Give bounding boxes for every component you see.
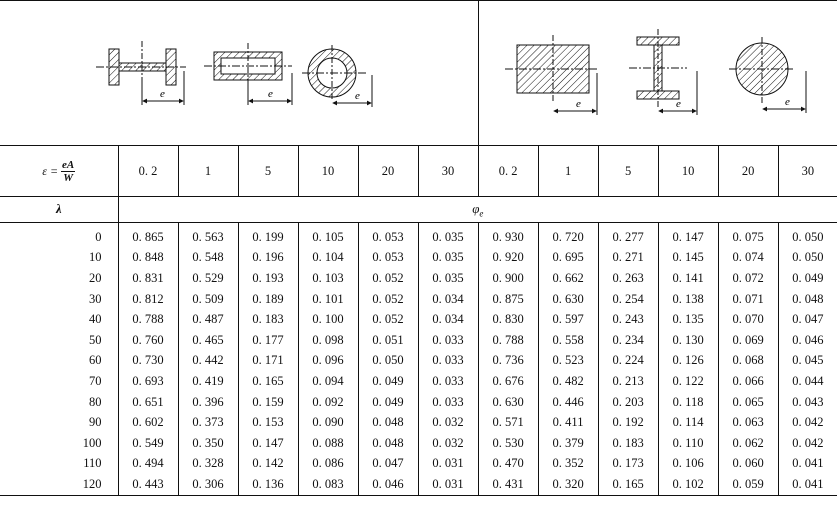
phi-value-cell: 0. 122: [658, 371, 718, 392]
tube-section-icon: [302, 45, 372, 107]
phi-value-cell: 0. 071: [718, 289, 778, 310]
phi-value-cell: 0. 630: [538, 289, 598, 310]
phi-value-cell: 0. 848: [118, 248, 178, 269]
phi-value-cell: 0. 695: [538, 248, 598, 269]
phi-value-cell: 0. 126: [658, 351, 718, 372]
phi-value-cell: 0. 110: [658, 433, 718, 454]
phi-value-cell: 0. 563: [178, 223, 238, 248]
phi-value-cell: 0. 069: [718, 330, 778, 351]
phi-value-cell: 0. 142: [238, 454, 298, 475]
svg-text:e: e: [355, 90, 360, 102]
phi-value-cell: 0. 831: [118, 268, 178, 289]
phi-value-cell: 0. 730: [118, 351, 178, 372]
phi-value-cell: 0. 053: [358, 223, 418, 248]
phi-value-cell: 0. 050: [358, 351, 418, 372]
lambda-value: 70: [89, 373, 102, 388]
epsilon-value: 20: [718, 146, 778, 197]
phi-value-cell: 0. 411: [538, 412, 598, 433]
phi-value-cell: 0. 177: [238, 330, 298, 351]
phi-value-cell: 0. 041: [778, 454, 837, 475]
phi-value-cell: 0. 092: [298, 392, 358, 413]
phi-value-cell: 0. 482: [538, 371, 598, 392]
phi-value-cell: 0. 118: [658, 392, 718, 413]
phi-value-cell: 0. 523: [538, 351, 598, 372]
phi-value-cell: 0. 075: [718, 223, 778, 248]
phi-value-cell: 0. 865: [118, 223, 178, 248]
phi-value-cell: 0. 052: [358, 309, 418, 330]
phi-value-cell: 0. 373: [178, 412, 238, 433]
phi-value-cell: 0. 094: [298, 371, 358, 392]
phi-value-cell: 0. 234: [598, 330, 658, 351]
phi-value-cell: 0. 086: [298, 454, 358, 475]
phi-value-cell: 0. 130: [658, 330, 718, 351]
phi-value-cell: 0. 059: [718, 474, 778, 495]
box-section-icon: [204, 43, 292, 105]
phi-value-cell: 0. 530: [478, 433, 538, 454]
phi-e-label: $\varphi_e$: [118, 197, 837, 223]
solid-rectangle-icon: [505, 35, 597, 115]
phi-value-cell: 0. 046: [358, 474, 418, 495]
phi-value-cell: 0. 032: [418, 412, 478, 433]
phi-value-cell: 0. 031: [418, 454, 478, 475]
phi-value-cell: 0. 549: [118, 433, 178, 454]
lambda-label: λ: [0, 197, 118, 223]
phi-value-cell: 0. 104: [298, 248, 358, 269]
phi-value-cell: 0. 063: [718, 412, 778, 433]
epsilon-header-row: [0, 146, 837, 197]
phi-value-cell: 0. 930: [478, 223, 538, 248]
phi-value-cell: 0. 048: [778, 289, 837, 310]
phi-value-cell: 0. 065: [718, 392, 778, 413]
table-row: [0, 412, 837, 433]
phi-value-cell: 0. 114: [658, 412, 718, 433]
hollow-sections-diagram: [0, 1, 477, 145]
i-section-icon: [629, 29, 697, 115]
table-body: [0, 223, 837, 496]
phi-value-cell: 0. 328: [178, 454, 238, 475]
phi-value-cell: 0. 044: [778, 371, 837, 392]
phi-value-cell: 0. 096: [298, 351, 358, 372]
phi-value-cell: 0. 066: [718, 371, 778, 392]
phi-value-cell: 0. 352: [538, 454, 598, 475]
phi-value-cell: 0. 171: [238, 351, 298, 372]
phi-value-cell: 0. 042: [778, 433, 837, 454]
phi-value-cell: 0. 049: [358, 371, 418, 392]
phi-value-cell: 0. 558: [538, 330, 598, 351]
h-section-icon: [96, 41, 186, 105]
phi-value-cell: 0. 053: [358, 248, 418, 269]
phi-value-cell: 0. 035: [418, 268, 478, 289]
table-row: [0, 289, 837, 310]
phi-value-cell: 0. 431: [478, 474, 538, 495]
phi-value-cell: 0. 046: [778, 330, 837, 351]
phi-value-cell: 0. 203: [598, 392, 658, 413]
lambda-value: 120: [0, 474, 118, 495]
section-diagrams-row: [0, 1, 837, 146]
phi-value-cell: 0. 138: [658, 289, 718, 310]
phi-value-cell: 0. 173: [598, 454, 658, 475]
phi-value-cell: 0. 090: [298, 412, 358, 433]
svg-text:e: e: [268, 88, 273, 100]
phi-value-cell: 0. 060: [718, 454, 778, 475]
phi-value-cell: 0. 153: [238, 412, 298, 433]
epsilon-value: 5: [238, 146, 298, 197]
phi-value-cell: 0. 141: [658, 268, 718, 289]
phi-value-cell: 0. 035: [418, 223, 478, 248]
phi-value-cell: 0. 045: [778, 351, 837, 372]
phi-value-cell: 0. 442: [178, 351, 238, 372]
phi-value-cell: 0. 033: [418, 392, 478, 413]
phi-value-cell: 0. 788: [118, 309, 178, 330]
epsilon-value: 1: [178, 146, 238, 197]
phi-value-cell: 0. 034: [418, 309, 478, 330]
phi-value-cell: 0. 920: [478, 248, 538, 269]
phi-value-cell: 0. 350: [178, 433, 238, 454]
phi-value-cell: 0. 446: [538, 392, 598, 413]
phi-value-cell: 0. 900: [478, 268, 538, 289]
phi-value-cell: 0. 135: [658, 309, 718, 330]
phi-value-cell: 0. 693: [118, 371, 178, 392]
phi-value-cell: 0. 050: [778, 248, 837, 269]
phi-value-cell: 0. 597: [538, 309, 598, 330]
phi-value-cell: 0. 100: [298, 309, 358, 330]
lambda-value: 20: [89, 270, 102, 285]
table-row: [0, 248, 837, 269]
phi-value-cell: 0. 306: [178, 474, 238, 495]
lambda-value: 90: [89, 415, 102, 430]
phi-value-cell: 0. 047: [778, 309, 837, 330]
phi-value-cell: 0. 196: [238, 248, 298, 269]
solid-circle-icon: [729, 37, 806, 113]
phi-value-cell: 0. 102: [658, 474, 718, 495]
table-row: [0, 454, 837, 475]
phi-value-cell: 0. 630: [478, 392, 538, 413]
phi-value-cell: 0. 098: [298, 330, 358, 351]
phi-value-cell: 0. 047: [358, 454, 418, 475]
phi-value-cell: 0. 088: [298, 433, 358, 454]
phi-value-cell: 0. 048: [358, 433, 418, 454]
phi-value-cell: 0. 396: [178, 392, 238, 413]
phi-value-cell: 0. 145: [658, 248, 718, 269]
lambda-value: 10: [89, 250, 102, 265]
phi-value-cell: 0. 192: [598, 412, 658, 433]
phi-value-cell: 0. 070: [718, 309, 778, 330]
lambda-value: 40: [89, 312, 102, 327]
phi-value-cell: 0. 529: [178, 268, 238, 289]
table-row: [0, 474, 837, 495]
phi-value-cell: 0. 263: [598, 268, 658, 289]
svg-text:e: e: [675, 98, 681, 110]
phi-value-cell: 0. 033: [418, 330, 478, 351]
phi-value-cell: 0. 243: [598, 309, 658, 330]
solid-sections-cell: [478, 1, 837, 146]
phi-value-cell: 0. 052: [358, 268, 418, 289]
phi-value-cell: 0. 049: [358, 392, 418, 413]
phi-value-cell: 0. 189: [238, 289, 298, 310]
phi-value-cell: 0. 379: [538, 433, 598, 454]
phi-value-cell: 0. 224: [598, 351, 658, 372]
epsilon-value: 1: [538, 146, 598, 197]
phi-value-cell: 0. 470: [478, 454, 538, 475]
phi-value-cell: 0. 487: [178, 309, 238, 330]
phi-value-cell: 0. 147: [658, 223, 718, 248]
phi-value-cell: 0. 183: [598, 433, 658, 454]
phi-value-cell: 0. 602: [118, 412, 178, 433]
phi-value-cell: 0. 050: [778, 223, 837, 248]
phi-value-cell: 0. 034: [418, 289, 478, 310]
epsilon-value: 30: [778, 146, 837, 197]
hollow-sections-cell: [0, 1, 478, 146]
epsilon-value: 0. 2: [118, 146, 178, 197]
lambda-value: 60: [89, 353, 102, 368]
phi-value-cell: 0. 035: [418, 248, 478, 269]
lambda-value: 80: [89, 394, 102, 409]
svg-text:e: e: [784, 96, 790, 108]
phi-value-cell: 0. 101: [298, 289, 358, 310]
phi-value-cell: 0. 106: [658, 454, 718, 475]
epsilon-value: 30: [418, 146, 478, 197]
epsilon-value: 20: [358, 146, 418, 197]
phi-value-cell: 0. 271: [598, 248, 658, 269]
phi-value-cell: 0. 043: [778, 392, 837, 413]
phi-value-cell: 0. 199: [238, 223, 298, 248]
phi-value-cell: 0. 042: [778, 412, 837, 433]
table-row: [0, 351, 837, 372]
phi-value-cell: 0. 074: [718, 248, 778, 269]
phi-value-cell: 0. 165: [238, 371, 298, 392]
table-row: [0, 392, 837, 413]
svg-text:e: e: [575, 98, 581, 110]
epsilon-value: 10: [658, 146, 718, 197]
phi-value-cell: 0. 032: [418, 433, 478, 454]
phi-value-cell: 0. 033: [418, 371, 478, 392]
lambda-value: 0: [95, 229, 102, 244]
epsilon-value: 0. 2: [478, 146, 538, 197]
phi-value-cell: 0. 571: [478, 412, 538, 433]
dimension-label-e: e: [160, 88, 165, 100]
phi-value-cell: 0. 072: [718, 268, 778, 289]
lambda-value: 50: [89, 332, 102, 347]
table-row: [0, 223, 837, 248]
phi-value-cell: 0. 760: [118, 330, 178, 351]
phi-value-cell: 0. 465: [178, 330, 238, 351]
phi-value-cell: 0. 041: [778, 474, 837, 495]
phi-value-cell: 0. 051: [358, 330, 418, 351]
phi-value-cell: 0. 136: [238, 474, 298, 495]
phi-value-cell: 0. 736: [478, 351, 538, 372]
phi-value-cell: 0. 103: [298, 268, 358, 289]
phi-value-cell: 0. 720: [538, 223, 598, 248]
phi-value-cell: 0. 105: [298, 223, 358, 248]
epsilon-value: 5: [598, 146, 658, 197]
phi-value-cell: 0. 676: [478, 371, 538, 392]
table-row: [0, 268, 837, 289]
phi-value-cell: 0. 049: [778, 268, 837, 289]
table-row: [0, 330, 837, 351]
phi-value-cell: 0. 183: [238, 309, 298, 330]
table-row: [0, 433, 837, 454]
epsilon-formula: ε = $\frac{eA}{W}$: [0, 146, 118, 197]
lambda-header-row: [0, 197, 837, 223]
phi-value-cell: 0. 254: [598, 289, 658, 310]
table-row: [0, 371, 837, 392]
phi-value-cell: 0. 165: [598, 474, 658, 495]
phi-value-cell: 0. 048: [358, 412, 418, 433]
phi-value-cell: 0. 062: [718, 433, 778, 454]
phi-value-cell: 0. 509: [178, 289, 238, 310]
phi-value-cell: 0. 662: [538, 268, 598, 289]
lambda-value: 30: [89, 291, 102, 306]
phi-value-cell: 0. 443: [118, 474, 178, 495]
phi-value-cell: 0. 494: [118, 454, 178, 475]
phi-value-cell: 0. 159: [238, 392, 298, 413]
phi-value-cell: 0. 320: [538, 474, 598, 495]
lambda-value: 110: [83, 456, 102, 471]
phi-value-cell: 0. 548: [178, 248, 238, 269]
phi-value-cell: 0. 812: [118, 289, 178, 310]
phi-value-cell: 0. 033: [418, 351, 478, 372]
lambda-value: 100: [82, 435, 102, 450]
phi-value-cell: 0. 031: [418, 474, 478, 495]
phi-value-cell: 0. 419: [178, 371, 238, 392]
solid-sections-diagram: [479, 1, 837, 145]
phi-value-cell: 0. 083: [298, 474, 358, 495]
phi-value-cell: 0. 651: [118, 392, 178, 413]
phi-value-cell: 0. 788: [478, 330, 538, 351]
epsilon-value: 10: [298, 146, 358, 197]
table-row: [0, 309, 837, 330]
phi-value-cell: 0. 830: [478, 309, 538, 330]
phi-value-cell: 0. 147: [238, 433, 298, 454]
phi-value-cell: 0. 052: [358, 289, 418, 310]
phi-value-cell: 0. 068: [718, 351, 778, 372]
phi-value-cell: 0. 277: [598, 223, 658, 248]
phi-value-cell: 0. 193: [238, 268, 298, 289]
phi-value-cell: 0. 875: [478, 289, 538, 310]
phi-value-cell: 0. 213: [598, 371, 658, 392]
